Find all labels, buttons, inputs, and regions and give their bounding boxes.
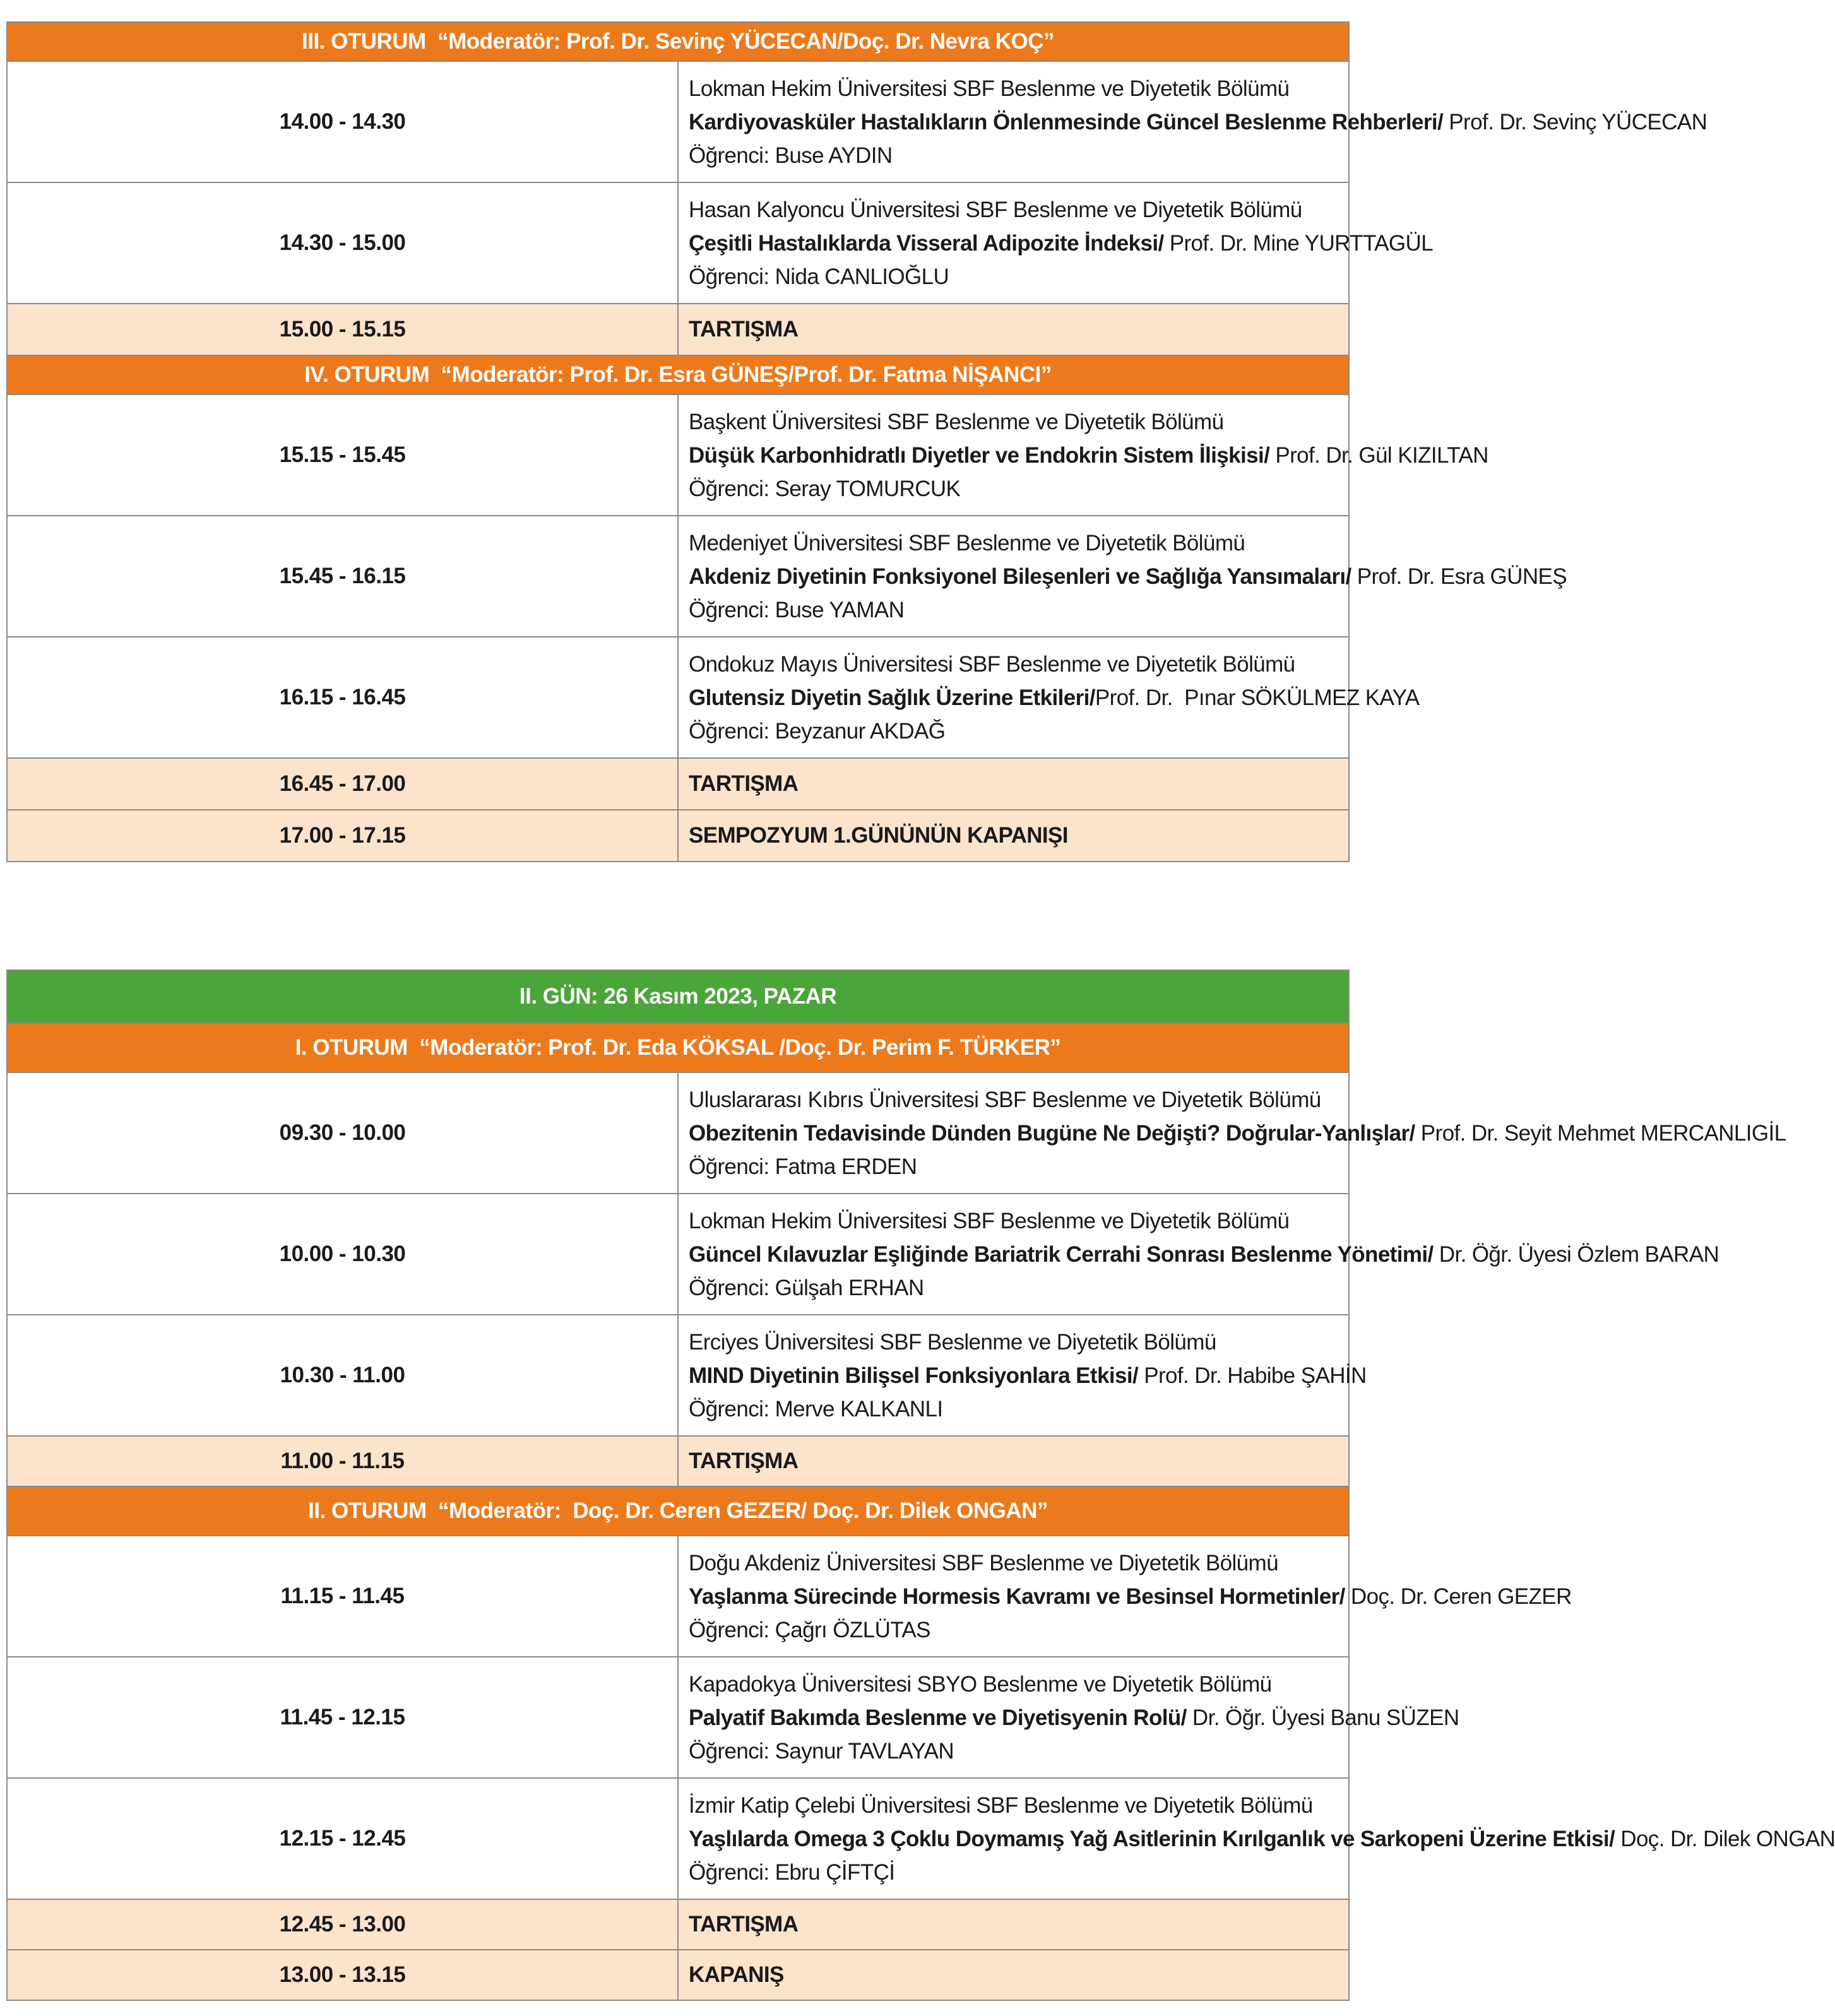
university-line: Lokman Hekim Üniversitesi SBF Beslenme ve Diyetetik Bölümü — [689, 1208, 1290, 1233]
student-line: Öğrenci: Merve KALKANLI — [689, 1396, 943, 1421]
time-cell: 16.15 - 16.45 — [7, 637, 678, 758]
time-cell: 14.30 - 15.00 — [7, 182, 678, 304]
content-cell — [678, 61, 1707, 182]
speaker-name: Prof. Dr. Sevinç YÜCECAN — [1443, 109, 1707, 134]
time-cell: 11.00 - 11.15 — [7, 1436, 678, 1486]
university-line: Medeniyet Üniversitesi SBF Beslenme ve Diyetetik Bölümü — [689, 530, 1245, 555]
student-line: Öğrenci: Saynur TAVLAYAN — [689, 1738, 954, 1764]
talk-title-line — [689, 1822, 1835, 1856]
time-cell: 15.45 - 16.15 — [7, 516, 678, 637]
content-cell — [678, 394, 1488, 516]
student-line: Öğrenci: Nida CANLIOĞLU — [689, 264, 949, 289]
talk-row — [7, 516, 1349, 637]
talk-title-line — [689, 681, 1420, 714]
content-cell — [678, 1536, 1572, 1657]
talk-title-line — [689, 1359, 1367, 1392]
break-row — [7, 810, 1349, 862]
talk-title-line — [689, 227, 1434, 260]
speaker-name: Prof. Dr. Pınar SÖKÜLMEZ KAYA — [1095, 685, 1420, 710]
talk-title-line — [689, 1238, 1719, 1271]
session-header-row — [7, 355, 1349, 394]
talk-title: Güncel Kılavuzlar Eşliğinde Bariatrik Cerrahi Sonrası Beslenme Yönetimi/ — [689, 1242, 1434, 1267]
break-row — [7, 1950, 1349, 2000]
talk-title-line — [689, 1701, 1459, 1734]
day-header-row — [7, 970, 1349, 1023]
content-cell — [678, 182, 1434, 304]
talk-title-line — [689, 439, 1488, 472]
university-line: Doğu Akdeniz Üniversitesi SBF Beslenme ve Diyetetik Bölümü — [689, 1550, 1278, 1575]
content-cell — [678, 1072, 1786, 1194]
time-cell: 12.45 - 13.00 — [7, 1899, 678, 1950]
university-line: İzmir Katip Çelebi Üniversitesi SBF Beslenme ve Diyetetik Bölümü — [689, 1793, 1313, 1818]
time-cell: 09.30 - 10.00 — [7, 1072, 678, 1194]
talk-row — [7, 1536, 1349, 1657]
break-row — [7, 1436, 1349, 1486]
talk-title-line — [689, 560, 1567, 593]
talk-row — [7, 182, 1349, 304]
break-row — [7, 758, 1349, 810]
time-cell: 13.00 - 13.15 — [7, 1950, 678, 2000]
break-row — [7, 304, 1349, 355]
break-label: TARTIŞMA — [678, 758, 1349, 810]
time-cell: 12.15 - 12.45 — [7, 1778, 678, 1899]
talk-title: MIND Diyetinin Bilişsel Fonksiyonlara Etkisi/ — [689, 1363, 1139, 1388]
content-cell — [678, 637, 1420, 758]
content-cell — [678, 516, 1567, 637]
student-line: Öğrenci: Fatma ERDEN — [689, 1154, 917, 1179]
session-header-row — [7, 22, 1349, 61]
talk-row — [7, 1194, 1349, 1315]
university-line: Başkent Üniversitesi SBF Beslenme ve Diyetetik Bölümü — [689, 409, 1224, 434]
student-line: Öğrenci: Buse AYDIN — [689, 143, 893, 168]
speaker-name: Dr. Öğr. Üyesi Banu SÜZEN — [1186, 1705, 1459, 1730]
session-header-row — [7, 1023, 1349, 1072]
university-line: Kapadokya Üniversitesi SBYO Beslenme ve Diyetetik Bölümü — [689, 1671, 1272, 1697]
talk-row — [7, 1657, 1349, 1778]
talk-title: Kardiyovasküler Hastalıkların Önlenmesinde Güncel Beslenme Rehberleri/ — [689, 109, 1444, 134]
day-title: II. GÜN: 26 Kasım 2023, PAZAR — [7, 970, 1349, 1023]
talk-row — [7, 1072, 1349, 1194]
time-cell: 17.00 - 17.15 — [7, 810, 678, 862]
speaker-name: Prof. Dr. Mine YURTTAGÜL — [1163, 230, 1434, 256]
university-line: Lokman Hekim Üniversitesi SBF Beslenme ve Diyetetik Bölümü — [689, 76, 1290, 101]
break-label: KAPANIŞ — [678, 1950, 1349, 2000]
student-line: Öğrenci: Ebru ÇİFTÇİ — [689, 1859, 895, 1885]
session-title: II. OTURUM “Moderatör: Doç. Dr. Ceren GEZER/ Doç. Dr. Dilek ONGAN” — [7, 1486, 1349, 1536]
speaker-name: Doç. Dr. Dilek ONGAN — [1615, 1826, 1835, 1851]
program-table-day1 — [6, 21, 1707, 862]
talk-row — [7, 394, 1349, 516]
speaker-name: Doç. Dr. Ceren GEZER — [1345, 1584, 1572, 1609]
program-table-day2 — [6, 969, 1835, 2001]
session-title: III. OTURUM “Moderatör: Prof. Dr. Sevinç YÜCECAN/Doç. Dr. Nevra KOÇ” — [7, 22, 1349, 61]
university-line: Erciyes Üniversitesi SBF Beslenme ve Diyetetik Bölümü — [689, 1329, 1216, 1355]
time-cell: 16.45 - 17.00 — [7, 758, 678, 810]
student-line: Öğrenci: Seray TOMURCUK — [689, 476, 961, 501]
content-cell — [678, 1194, 1719, 1315]
talk-title: Akdeniz Diyetinin Fonksiyonel Bileşenleri ve Sağlığa Yansımaları/ — [689, 564, 1351, 589]
time-cell: 10.30 - 11.00 — [7, 1315, 678, 1436]
university-line: Hasan Kalyoncu Üniversitesi SBF Beslenme ve Diyetetik Bölümü — [689, 197, 1302, 222]
talk-title-line — [689, 1580, 1572, 1613]
talk-title: Düşük Karbonhidratlı Diyetler ve Endokrin Sistem İlişkisi/ — [689, 442, 1270, 468]
speaker-name: Dr. Öğr. Üyesi Özlem BARAN — [1433, 1242, 1719, 1267]
break-label: TARTIŞMA — [678, 1436, 1349, 1486]
talk-title: Yaşlanma Sürecinde Hormesis Kavramı ve Besinsel Hormetinler/ — [689, 1584, 1345, 1609]
content-cell — [678, 1778, 1835, 1899]
session-header-row — [7, 1486, 1349, 1536]
talk-row — [7, 61, 1349, 182]
speaker-name: Prof. Dr. Esra GÜNEŞ — [1351, 564, 1567, 589]
talk-title-line — [689, 105, 1707, 139]
student-line: Öğrenci: Çağrı ÖZLÜTAS — [689, 1617, 930, 1642]
talk-title: Çeşitli Hastalıklarda Visseral Adipozite İndeksi/ — [689, 230, 1164, 256]
talk-title: Yaşlılarda Omega 3 Çoklu Doymamış Yağ Asitlerinin Kırılganlık ve Sarkopeni Üzerine Etkisi/ — [689, 1826, 1615, 1851]
time-cell: 14.00 - 14.30 — [7, 61, 678, 182]
time-cell: 15.00 - 15.15 — [7, 304, 678, 355]
talk-title-line — [689, 1117, 1786, 1150]
university-line: Uluslararası Kıbrıs Üniversitesi SBF Beslenme ve Diyetetik Bölümü — [689, 1087, 1321, 1112]
talk-row — [7, 1778, 1349, 1899]
time-cell: 10.00 - 10.30 — [7, 1194, 678, 1315]
speaker-name: Prof. Dr. Habibe ŞAHİN — [1138, 1363, 1367, 1388]
break-label: TARTIŞMA — [678, 304, 1349, 355]
break-row — [7, 1899, 1349, 1950]
time-cell: 11.15 - 11.45 — [7, 1536, 678, 1657]
talk-title: Glutensiz Diyetin Sağlık Üzerine Etkileri/ — [689, 685, 1095, 710]
talk-row — [7, 637, 1349, 758]
session-title: I. OTURUM “Moderatör: Prof. Dr. Eda KÖKSAL /Doç. Dr. Perim F. TÜRKER” — [7, 1023, 1349, 1072]
talk-title: Palyatif Bakımda Beslenme ve Diyetisyenin Rolü/ — [689, 1705, 1187, 1730]
student-line: Öğrenci: Gülşah ERHAN — [689, 1275, 924, 1300]
talk-title: Obezitenin Tedavisinde Dünden Bugüne Ne Değişti? Doğrular-Yanlışlar/ — [689, 1120, 1415, 1146]
content-cell — [678, 1657, 1459, 1778]
talk-row — [7, 1315, 1349, 1436]
speaker-name: Prof. Dr. Gül KIZILTAN — [1269, 442, 1488, 468]
university-line: Ondokuz Mayıs Üniversitesi SBF Beslenme ve Diyetetik Bölümü — [689, 651, 1295, 677]
student-line: Öğrenci: Beyzanur AKDAĞ — [689, 718, 946, 744]
time-cell: 11.45 - 12.15 — [7, 1657, 678, 1778]
session-title: IV. OTURUM “Moderatör: Prof. Dr. Esra GÜNEŞ/Prof. Dr. Fatma NİŞANCI” — [7, 355, 1349, 394]
speaker-name: Prof. Dr. Seyit Mehmet MERCANLIGİL — [1415, 1120, 1786, 1146]
content-cell — [678, 1315, 1367, 1436]
break-label: TARTIŞMA — [678, 1899, 1349, 1950]
break-label: SEMPOZYUM 1.GÜNÜNÜN KAPANIŞI — [678, 810, 1349, 862]
time-cell: 15.15 - 15.45 — [7, 394, 678, 516]
student-line: Öğrenci: Buse YAMAN — [689, 597, 905, 622]
